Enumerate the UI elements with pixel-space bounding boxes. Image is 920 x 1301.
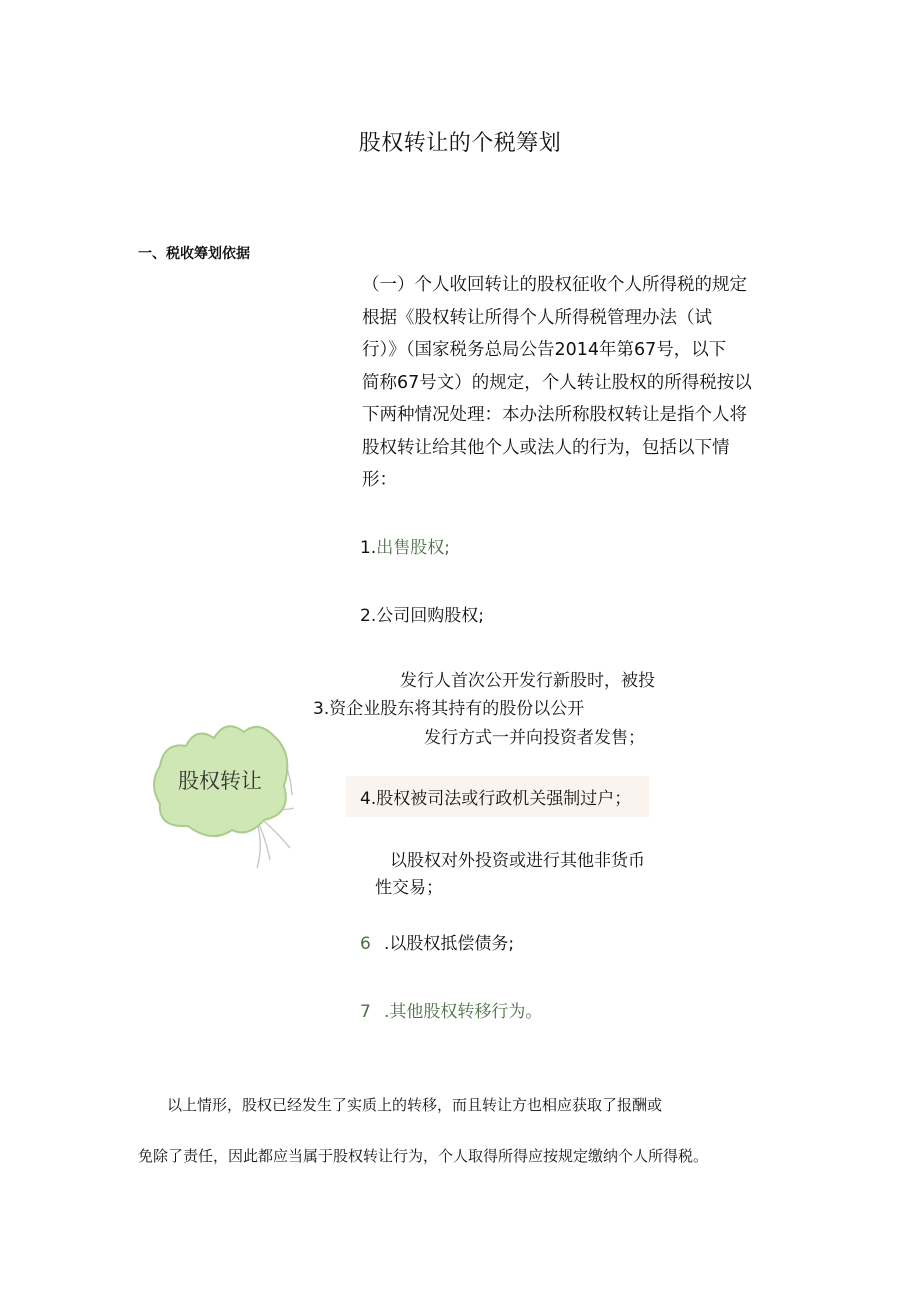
intro-line: 形： (362, 470, 397, 490)
intro-paragraph (362, 269, 787, 497)
list-item-4: 4.股权被司法或行政机关强制过户； (346, 776, 649, 817)
list-number: 6 (360, 934, 371, 954)
intro-line: 行）》（国家税务总局公告2014年第67号，以下 (362, 340, 727, 360)
list-item-6 (360, 929, 514, 954)
list-item-5-line: 性交易； (375, 878, 443, 898)
list-item-5-line: 以股权对外投资或进行其他非货币 (390, 851, 645, 871)
list-item-3-line: 发行人首次公开发行新股时，被投 (400, 671, 655, 691)
intro-line: 根据《股权转让所得个人所得税管理办法（试 (362, 307, 712, 328)
list-text: .其他股权转移行为。 (384, 1002, 543, 1022)
intro-line: 股权转让给其他个人或法人的行为，包括以下情 (362, 437, 730, 458)
list-item-3-line: 发行方式一并向投资者发售； (424, 728, 645, 748)
list-item-1 (360, 533, 450, 558)
closing-paragraph-line: 免除了责任，因此都应当属于股权转让行为，个人取得所得应按规定缴纳个人所得税。 (138, 1147, 709, 1165)
list-text: 出售股权; (376, 538, 450, 558)
closing-paragraph-line: 以上情形，股权已经发生了实质上的转移，而且转让方也相应获取了报酬或 (167, 1096, 663, 1114)
list-text: .以股权抵偿债务; (384, 934, 515, 954)
intro-line: 简称67号文）的规定，个人转让股权的所得税按以 (362, 372, 752, 393)
section-heading: 一、税收筹划依据 (138, 246, 250, 262)
document-title: 股权转让的个税筹划 (358, 131, 562, 156)
list-number: 1. (360, 538, 377, 558)
list-number: 7 (360, 1002, 371, 1022)
intro-line: （一）个人收回转让的股权征收个人所得税的规定 (362, 275, 747, 295)
intro-line: 下两种情况处理：本办法所称股权转让是指个人将 (362, 405, 747, 425)
image-label: 股权转让 (178, 769, 262, 793)
list-item-3-line: 3.资企业股东将其持有的股份以公开 (313, 699, 585, 719)
list-item-7 (360, 997, 542, 1022)
list-item-2: 2.公司回购股权; (360, 606, 484, 626)
equity-transfer-image (152, 720, 297, 870)
